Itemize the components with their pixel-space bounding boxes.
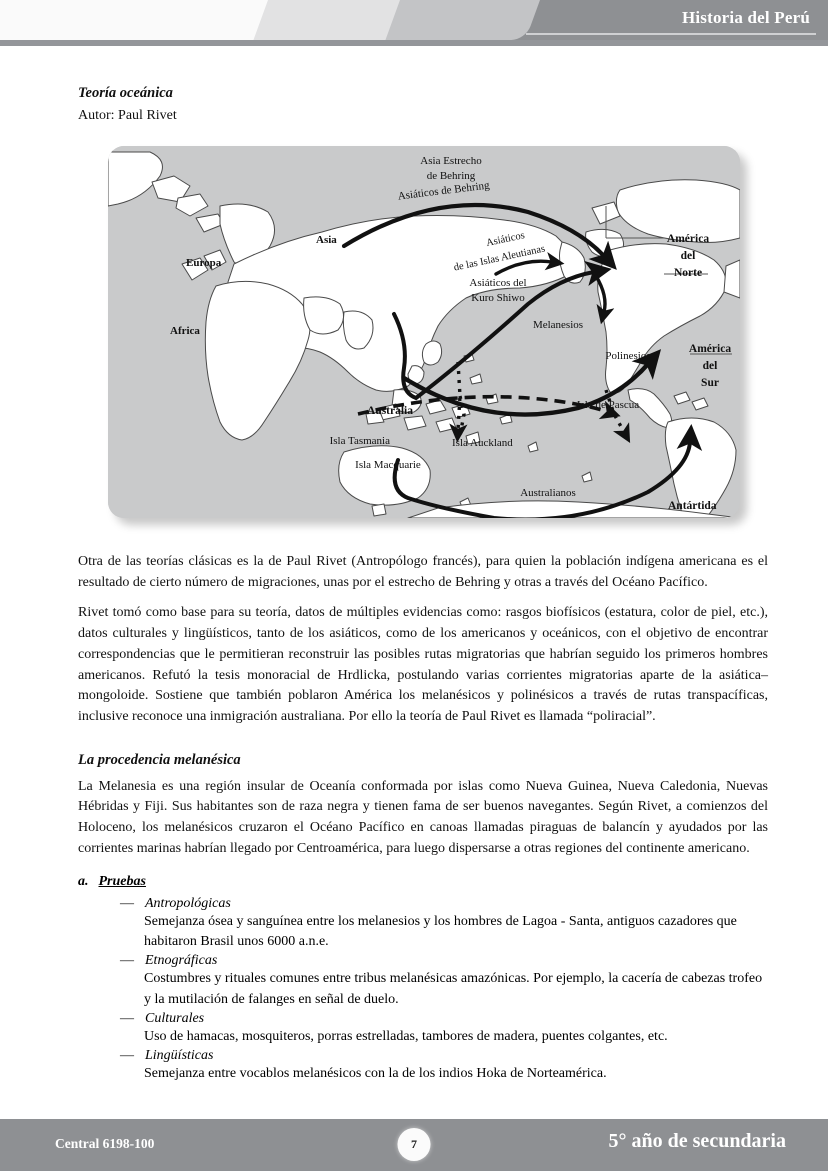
map-label-asia: Asia <box>316 234 337 246</box>
list-item-desc: Uso de hamacas, mosquiteros, porras estrelladas, tambores de madera, puentes colgantes, etc. <box>144 1028 668 1044</box>
map-label-asiaticos-behring: Asiáticos de Behring <box>397 179 491 203</box>
map-label-asia-estrecho-2: de Behring <box>426 170 476 182</box>
map-label-polinesios: Polinesios <box>605 350 651 362</box>
map-label-isla-macquarie: Isla Macquarie <box>355 459 421 471</box>
map-label-isla-pascua: Isla de Pascua <box>576 399 640 411</box>
dash-marker: — <box>120 953 134 969</box>
pruebas-marker: a. <box>78 873 89 889</box>
pruebas-heading <box>78 874 768 890</box>
map-label-antartida: Antártida <box>668 500 717 512</box>
map-label-america-sur-2: del <box>702 360 718 372</box>
map-label-kuro-1: Asiáticos del <box>469 277 527 289</box>
map-label-america-sur-1: América <box>688 343 732 355</box>
map-card <box>108 146 740 518</box>
map-label-europa: Europa <box>186 257 222 269</box>
map-label-isla-tasmania: Isla Tasmania <box>329 435 390 447</box>
page-number: 7 <box>398 1128 431 1161</box>
migration-map-figure <box>108 146 740 518</box>
subsection-title: La procedencia melanésica <box>78 751 241 768</box>
map-label-isla-auckland: Isla Auckland <box>452 437 513 449</box>
list-item-desc: Semejanza entre vocablos melanésicos con la de los indios Hoka de Norteamérica. <box>144 1066 607 1082</box>
list-item-desc: Costumbres y rituales comunes entre tribus melanésicas amazónicas. Por ejemplo, la cacería de cabezas trofeo y la mutilación de falanges en señal de duelo. <box>144 971 763 1007</box>
map-label-america-norte-1: América <box>666 233 710 245</box>
map-label-kuro-2: Kuro Shiwo <box>471 292 525 304</box>
paragraph-melanesica: La Melanesia es una región insular de Oceanía conformada por islas como Nueva Guinea, Nueva Caledonia, Nuevas Hébridas y Fiji. Sus habitantes son de raza negra y tienen fama de ser buenos navegantes. Según Rivet, a comienzos del Holoceno, los melanésicos cruzaron el Océano Pacífico en canoas llamadas piraguas de balancín y ayudados por las corrientes marinas habrían llegado por Centroamérica, para luego dispersarse a otras regiones del continente americano. <box>78 778 768 856</box>
list-item <box>120 1011 768 1047</box>
map-label-america-norte-3: Norte <box>673 267 703 279</box>
pruebas-label: Pruebas <box>98 873 146 889</box>
page-footer <box>0 1119 828 1171</box>
footer-grade: 5° año de secundaria <box>608 1130 786 1152</box>
paragraph-1: Otra de las teorías clásicas es la de Paul Rivet (Antropólogo francés), para quien la población indígena americana es el resultado de cierto número de migraciones, unas por el estrecho de Behring y otras a través del Océano Pacífico. <box>78 554 768 590</box>
map-label-australianos: Australianos <box>520 487 576 499</box>
footer-phone: Central 6198-100 <box>55 1136 155 1151</box>
header-band-white <box>0 0 270 40</box>
map-svg <box>108 146 740 518</box>
map-label-america-norte-2: del <box>680 250 696 262</box>
list-item-term: Antropológicas <box>145 895 231 911</box>
list-item-term: Culturales <box>145 1010 205 1026</box>
map-label-america-sur-3: Sur <box>701 377 719 389</box>
pruebas-block <box>78 874 768 1085</box>
list-item-term: Etnográficas <box>145 953 218 969</box>
dash-marker: — <box>120 895 134 911</box>
list-item-desc: Semejanza ósea y sanguínea entre los melanesios y los hombres de Lagoa - Santa, antiguos cazadores que habitaron Brasil unos 6000 a.n.e. <box>144 913 737 949</box>
paragraph-2: Rivet tomó como base para su teoría, datos de múltiples evidencias como: rasgos biofísicos (estatura, color de piel, etc.), datos culturales y lingüísticos, tanto de los asiáticos, como de los americanos y oceánicos, con el objetivo de encontrar correspondencias que le permitieran reconstruir las posibles rutas migratorias que habrían seguido los primeros hombres americanos. Refutó la tesis monoracial de Hrdlicka, postulando varias corrientes migratorias aparte de la asiática–mongoloide. Sostiene que también poblaron América los melanésicos y polinésicos a través de rutas transpacíficas, inclusive reconoce una inmigración australiana. Por ello la teoría de Paul Rivet es llamada “poliracial”. <box>78 605 768 725</box>
section-author: Autor: Paul Rivet <box>78 108 177 123</box>
section-title: Teoría oceánica <box>78 85 173 101</box>
list-item <box>120 1048 768 1084</box>
map-label-africa: Africa <box>170 325 200 337</box>
map-label-australia: Australia <box>367 405 413 417</box>
header-band-medium <box>385 0 540 40</box>
map-label-asia-estrecho-1: Asia Estrecho <box>420 155 482 167</box>
map-label-aleutianas-1: Asiáticos <box>485 230 526 249</box>
dash-marker: — <box>120 1048 134 1064</box>
list-item <box>120 896 768 953</box>
list-item-term: Lingüísticas <box>145 1048 214 1064</box>
map-label-aleutianas-2: de las Islas Aleutianas <box>452 243 547 274</box>
map-label-melanesios: Melanesios <box>532 319 584 331</box>
header-underbar <box>0 40 828 46</box>
list-item <box>120 953 768 1010</box>
header-title: Historia del Perú <box>681 8 810 27</box>
page-header <box>0 0 828 46</box>
page-content <box>0 47 828 1085</box>
header-rule <box>526 33 816 35</box>
dash-marker: — <box>120 1010 134 1026</box>
